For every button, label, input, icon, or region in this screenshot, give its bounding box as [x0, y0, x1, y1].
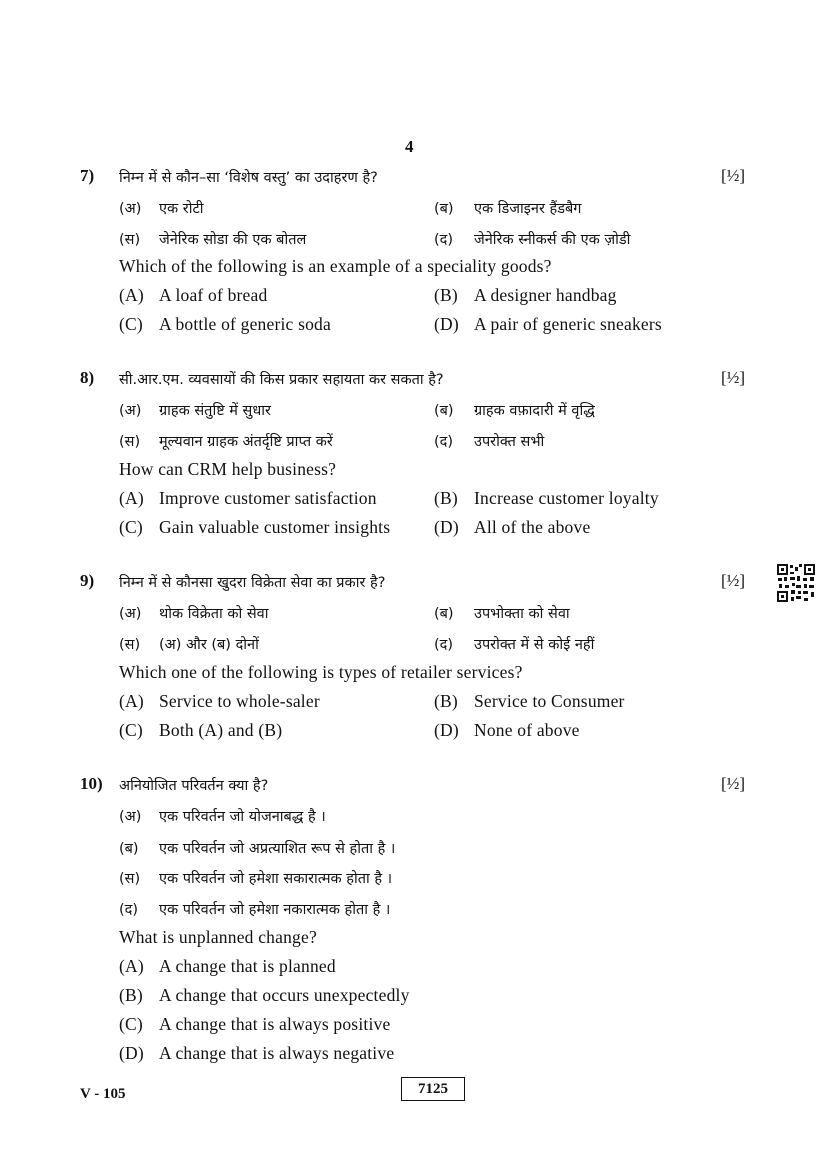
- question-9-english: Which one of the following is types of retailer services?: [119, 662, 523, 682]
- question-7-english-option-b: (B) A designer handbag: [434, 285, 617, 305]
- question-9-english-option-a: (A) Service to whole-saler: [119, 691, 320, 711]
- question-10-english-option-b: (B) A change that occurs unexpectedly: [119, 985, 410, 1005]
- question-8-marks: [½]: [721, 368, 746, 387]
- question-7-hindi-option-d: (द) जेनेरिक स्नीकर्स की एक ज़ोडी: [434, 232, 631, 248]
- question-10-marks: [½]: [721, 774, 746, 793]
- question-8-hindi-option-c: (स) मूल्यवान ग्राहक अंतर्दृष्टि प्राप्त करें: [119, 434, 333, 450]
- question-10-english: What is unplanned change?: [119, 927, 317, 947]
- question-8-english: How can CRM help business?: [119, 459, 337, 479]
- question-10-number: 10): [80, 774, 103, 793]
- question-8-hindi-option-d: (द) उपरोक्त सभी: [434, 434, 545, 450]
- question-7-hindi-option-c: (स) जेनेरिक सोडा की एक बोतल: [119, 232, 307, 248]
- question-10-english-option-d: (D) A change that is always negative: [119, 1043, 395, 1063]
- question-8-hindi-option-b: (ब) ग्राहक वफ़ादारी में वृद्धि: [434, 403, 595, 419]
- paper-code: V - 105: [80, 1086, 126, 1102]
- question-9-english-option-d: (D) None of above: [434, 720, 580, 740]
- question-8-english-option-b: (B) Increase customer loyalty: [434, 488, 659, 508]
- question-7-english-option-c: (C) A bottle of generic soda: [119, 314, 331, 334]
- question-7-english: Which of the following is an example of a speciality goods?: [119, 256, 552, 276]
- question-10-hindi-option-d: (द) एक परिवर्तन जो हमेशा नकारात्मक होता है ।: [119, 902, 391, 918]
- question-10-english-option-a: (A) A change that is planned: [119, 956, 336, 976]
- question-7-english-option-a: (A) A loaf of bread: [119, 285, 268, 305]
- question-8-english-option-a: (A) Improve customer satisfaction: [119, 488, 377, 508]
- question-9-hindi-option-b: (ब) उपभोक्ता को सेवा: [434, 606, 570, 622]
- question-10-english-option-c: (C) A change that is always positive: [119, 1014, 391, 1034]
- question-8-hindi-option-a: (अ) ग्राहक संतुष्टि में सुधार: [119, 403, 271, 419]
- question-9-hindi-option-c: (स) (अ) और (ब) दोनों: [119, 637, 259, 653]
- question-9-hindi-option-a: (अ) थोक विक्रेता को सेवा: [119, 606, 269, 622]
- question-7-marks: [½]: [721, 166, 746, 185]
- booklet-code-box: 7125: [401, 1077, 465, 1101]
- question-10-hindi: अनियोजित परिवर्तन क्या है?: [119, 778, 269, 794]
- question-10-hindi-option-b: (ब) एक परिवर्तन जो अप्रत्याशित रूप से होता है ।: [119, 841, 396, 857]
- question-8-english-option-c: (C) Gain valuable customer insights: [119, 517, 391, 537]
- question-7-number: 7): [80, 166, 95, 185]
- question-8-hindi: सी.आर.एम. व्यवसायों की किस प्रकार सहायता कर सकता है?: [119, 372, 444, 388]
- question-8-english-option-d: (D) All of the above: [434, 517, 591, 537]
- question-8-number: 8): [80, 368, 95, 387]
- question-7-english-option-d: (D) A pair of generic sneakers: [434, 314, 662, 334]
- question-7-hindi-option-a: (अ) एक रोटी: [119, 201, 204, 217]
- question-7-hindi-option-b: (ब) एक डिजाइनर हैंडबैग: [434, 201, 582, 217]
- question-9-number: 9): [80, 571, 95, 590]
- question-9-hindi: निम्न में से कौनसा खुदरा विक्रेता सेवा का प्रकार है?: [119, 575, 386, 591]
- qr-code-icon: [776, 563, 816, 603]
- question-9-english-option-b: (B) Service to Consumer: [434, 691, 625, 711]
- question-9-english-option-c: (C) Both (A) and (B): [119, 720, 283, 740]
- question-9-marks: [½]: [721, 571, 746, 590]
- question-10-hindi-option-c: (स) एक परिवर्तन जो हमेशा सकारात्मक होता है ।: [119, 871, 393, 887]
- question-7-hindi: निम्न में से कौन–सा ‘विशेष वस्तु’ का उदाहरण है?: [119, 170, 378, 186]
- question-9-hindi-option-d: (द) उपरोक्त में से कोई नहीं: [434, 637, 595, 653]
- page-number: 4: [405, 137, 414, 156]
- question-10-hindi-option-a: (अ) एक परिवर्तन जो योजनाबद्ध है ।: [119, 809, 326, 825]
